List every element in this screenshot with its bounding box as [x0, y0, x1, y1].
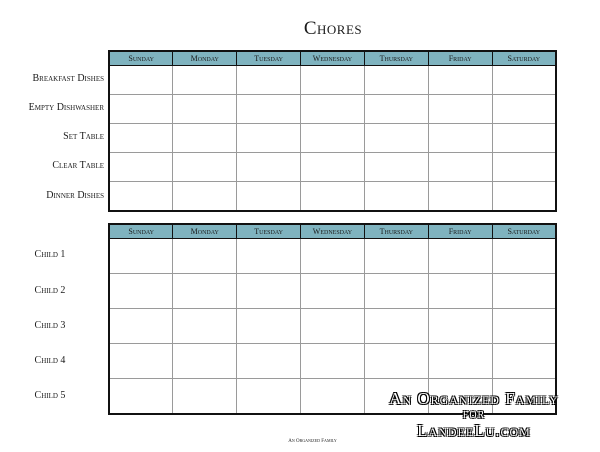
- watermark-line: An Organized Family: [389, 389, 559, 408]
- day-header: Monday: [173, 224, 237, 239]
- chart-cell: [301, 344, 365, 379]
- chart-cell: [109, 309, 173, 344]
- table-row: [109, 239, 556, 274]
- chart-cell: [428, 66, 492, 95]
- day-header: Sunday: [109, 224, 173, 239]
- chart-cell: [428, 182, 492, 212]
- chart-cell: [428, 309, 492, 344]
- chart-cell: [364, 239, 428, 274]
- chart-cell: [364, 344, 428, 379]
- chart-cell: [173, 274, 237, 309]
- chart-cell: [301, 124, 365, 153]
- days-header-row: [109, 224, 556, 239]
- table-row: [109, 182, 556, 212]
- chart-cell: [428, 239, 492, 274]
- day-header: Thursday: [364, 224, 428, 239]
- child-label: Child 1: [34, 249, 66, 260]
- day-header: Tuesday: [237, 224, 301, 239]
- chart-cell: [301, 95, 365, 124]
- chart-cell: [301, 274, 365, 309]
- chart-cell: [173, 379, 237, 415]
- day-header: Tuesday: [237, 51, 301, 66]
- chart-cell: [109, 182, 173, 212]
- child-label: Child 4: [34, 355, 66, 366]
- day-header: Wednesday: [301, 51, 365, 66]
- chart-cell: [492, 95, 556, 124]
- table-row: [109, 95, 556, 124]
- chart-cell: [173, 239, 237, 274]
- chart-cell: [492, 344, 556, 379]
- chart-cell: [109, 153, 173, 182]
- chart-cell: [301, 309, 365, 344]
- chart-cell: [492, 66, 556, 95]
- chart-cell: [173, 124, 237, 153]
- chart-cell: [428, 274, 492, 309]
- chart-cell: [301, 239, 365, 274]
- chart-cell: [492, 274, 556, 309]
- days-header-row: [109, 51, 556, 66]
- chart-cell: [109, 344, 173, 379]
- chart-cell: [428, 344, 492, 379]
- table-row: [109, 124, 556, 153]
- day-header: Monday: [173, 51, 237, 66]
- chart-cell: [428, 153, 492, 182]
- chart-cell: [364, 124, 428, 153]
- table-row: [109, 274, 556, 309]
- child-label: Child 5: [34, 390, 66, 401]
- day-header: Thursday: [364, 51, 428, 66]
- table-row: [109, 66, 556, 95]
- chart-cell: [364, 95, 428, 124]
- chart-cell: [237, 239, 301, 274]
- tasks-chart: [108, 50, 557, 212]
- chart-cell: [237, 344, 301, 379]
- chart-cell: [428, 95, 492, 124]
- chart-cell: [237, 66, 301, 95]
- chart-cell: [173, 344, 237, 379]
- day-header: Friday: [428, 224, 492, 239]
- table-row: [109, 344, 556, 379]
- chart-cell: [237, 379, 301, 415]
- task-label: Empty Dishwasher: [28, 102, 104, 113]
- chart-cell: [173, 95, 237, 124]
- day-header: Saturday: [492, 51, 556, 66]
- task-label: Dinner Dishes: [46, 190, 104, 201]
- chart-cell: [301, 153, 365, 182]
- day-header: Sunday: [109, 51, 173, 66]
- chart-cell: [109, 95, 173, 124]
- chart-cell: [492, 124, 556, 153]
- chart-cell: [109, 274, 173, 309]
- watermark-line: for: [462, 407, 486, 422]
- children-chart: [108, 223, 557, 415]
- chart-cell: [301, 182, 365, 212]
- chart-cell: [109, 379, 173, 415]
- chart-cell: [109, 124, 173, 153]
- table-row: [109, 309, 556, 344]
- day-header: Friday: [428, 51, 492, 66]
- chart-cell: [237, 309, 301, 344]
- task-label: Set Table: [63, 131, 104, 142]
- chart-cell: [364, 153, 428, 182]
- chart-cell: [173, 153, 237, 182]
- chart-cell: [237, 124, 301, 153]
- watermark-line: LandeeLu.com: [417, 421, 531, 440]
- chart-cell: [301, 379, 365, 415]
- chart-cell: [237, 274, 301, 309]
- chart-cell: [492, 153, 556, 182]
- watermark: [364, 390, 584, 440]
- chart-cell: [109, 239, 173, 274]
- chart-cell: [173, 66, 237, 95]
- chart-cell: [364, 182, 428, 212]
- table-row: [109, 153, 556, 182]
- chart-cell: [109, 66, 173, 95]
- chart-cell: [301, 66, 365, 95]
- chart-cell: [173, 182, 237, 212]
- page-title: Chores: [303, 18, 363, 39]
- chart-cell: [364, 274, 428, 309]
- footer-text: An Organized Family: [288, 439, 337, 444]
- chart-cell: [237, 95, 301, 124]
- chart-cell: [237, 153, 301, 182]
- chart-cell: [173, 309, 237, 344]
- chart-cell: [364, 66, 428, 95]
- day-header: Saturday: [492, 224, 556, 239]
- child-label: Child 2: [34, 285, 66, 296]
- child-label: Child 3: [34, 320, 66, 331]
- task-label: Breakfast Dishes: [32, 73, 104, 84]
- chart-cell: [428, 124, 492, 153]
- task-label: Clear Table: [52, 160, 104, 171]
- day-header: Wednesday: [301, 224, 365, 239]
- chart-cell: [364, 309, 428, 344]
- chart-cell: [237, 182, 301, 212]
- chart-cell: [492, 239, 556, 274]
- chart-cell: [492, 309, 556, 344]
- chart-cell: [492, 182, 556, 212]
